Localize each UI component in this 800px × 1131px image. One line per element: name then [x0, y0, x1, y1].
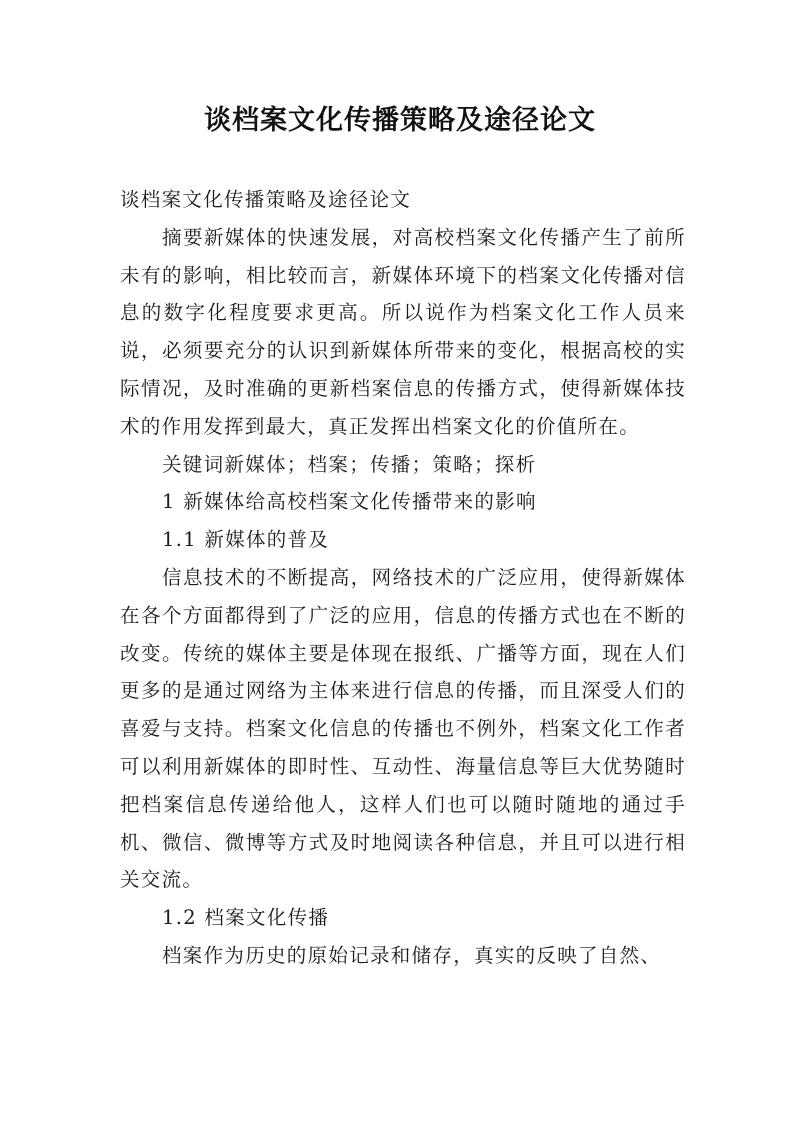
- keywords-line: 关键词新媒体；档案；传播；策略；探析: [162, 452, 537, 476]
- section-1-1-paragraph: 信息技术的不断提高，网络技术的广泛应用，使得新媒体在各个方面都得到了广泛的应用，信息的传播方式也在不断的改变。传统的媒体主要是体现在报纸、广播等方面，现在人们更多的是通过网络为主体来进行信息的传播，而且深受人们的喜爱与支持。档案文化信息的传播也不例外，档案文化工作者可以利用新媒体的即时性、互动性、海量信息等巨大优势随时把档案信息传递给他人，这样人们也可以随时随地的通过手机、微信、微博等方式及时地阅读各种信息，并且可以进行相关交流。: [120, 565, 686, 892]
- section-1-1-heading: 1.1 新媒体的普及: [162, 528, 330, 552]
- document-body: [120, 181, 686, 975]
- section-1-2-heading: 1.2 档案文化传播: [162, 906, 330, 930]
- document-subtitle: 谈档案文化传播策略及途径论文: [120, 188, 412, 211]
- document-title: 谈档案文化传播策略及途径论文: [204, 105, 596, 136]
- abstract-paragraph: 摘要新媒体的快速发展，对高校档案文化传播产生了前所未有的影响，相比较而言，新媒体环境下的档案文化传播对信息的数字化程度要求更高。所以说作为档案文化工作人员来说，必须要充分的认识到新媒体所带来的变化，根据高校的实际情况，及时准确的更新档案信息的传播方式，使得新媒体技术的作用发挥到最大，真正发挥出档案文化的价值所在。: [120, 225, 686, 438]
- section-1-2-paragraph: 档案作为历史的原始记录和储存，真实的反映了自然、: [162, 943, 662, 967]
- section-1-heading: 1 新媒体给高校档案文化传播带来的影响: [162, 490, 537, 514]
